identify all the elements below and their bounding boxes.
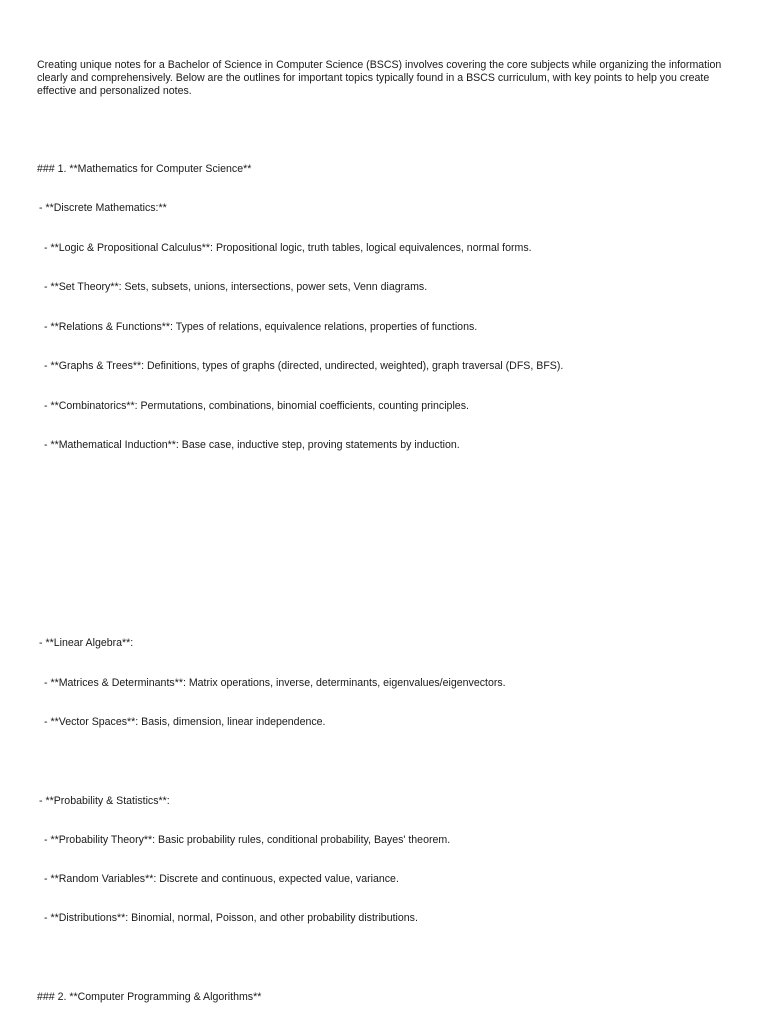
list-item: - **Mathematical Induction**: Base case, inductive step, proving statements by induction. [44, 439, 460, 451]
list-item: - **Vector Spaces**: Basis, dimension, linear independence. [44, 716, 326, 728]
list-item: - **Relations & Functions**: Types of relations, equivalence relations, properties of functions. [44, 321, 478, 333]
section-heading: ### 2. **Computer Programming & Algorithms** [37, 991, 262, 1003]
list-item: - **Distributions**: Binomial, normal, Poisson, and other probability distributions. [44, 912, 418, 924]
section-heading: ### 1. **Mathematics for Computer Science** [37, 163, 252, 175]
list-item: - **Graphs & Trees**: Definitions, types of graphs (directed, undirected, weighted), graph traversal (DFS, BFS). [44, 360, 564, 372]
list-item: - **Matrices & Determinants**: Matrix operations, inverse, determinants, eigenvalues/eigenvectors. [44, 677, 506, 689]
subsection-label: - **Linear Algebra**: [39, 637, 134, 649]
subsection-label: - **Discrete Mathematics:** [39, 202, 167, 214]
list-item: - **Random Variables**: Discrete and continuous, expected value, variance. [44, 873, 399, 885]
list-item: - **Logic & Propositional Calculus**: Propositional logic, truth tables, logical equivalences, normal forms. [44, 242, 532, 254]
intro-paragraph: Creating unique notes for a Bachelor of Science in Computer Science (BSCS) involves covering the core subjects while organizing the information clearly and comprehensively. Below are the outlines for important topics typically found in a BSCS curriculum, with key points to help you create effective and personalized notes. [37, 59, 722, 97]
subsection-label: - **Probability & Statistics**: [39, 795, 170, 807]
list-item: - **Probability Theory**: Basic probability rules, conditional probability, Bayes' theorem. [44, 834, 451, 846]
list-item: - **Combinatorics**: Permutations, combinations, binomial coefficients, counting principles. [44, 400, 469, 412]
list-item: - **Set Theory**: Sets, subsets, unions, intersections, power sets, Venn diagrams. [44, 281, 428, 293]
